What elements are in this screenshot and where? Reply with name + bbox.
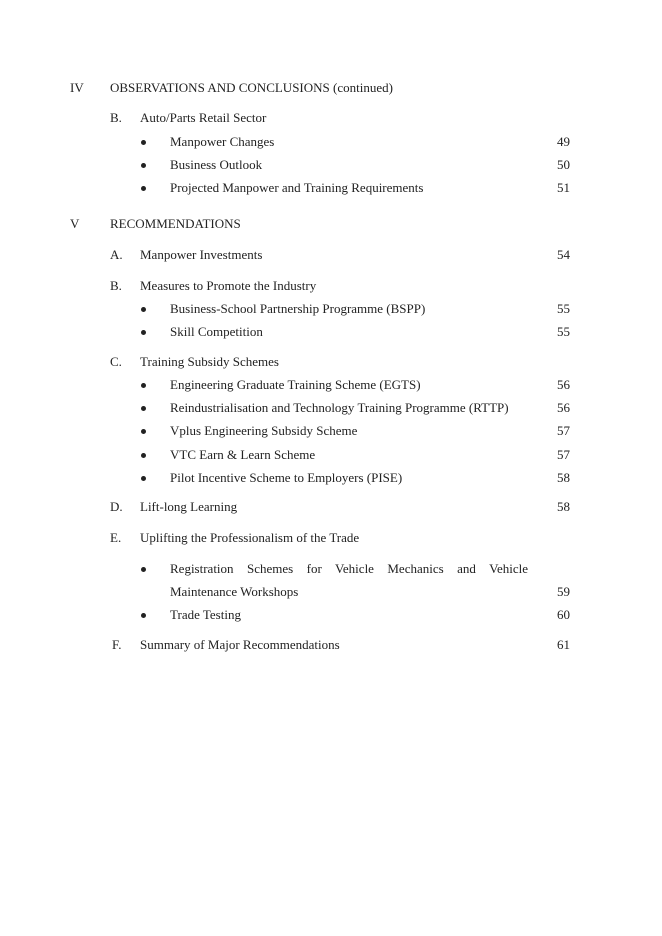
toc-entry-page: 54 [557,247,570,262]
toc-entry-page: 50 [557,157,570,172]
bullet-icon [141,613,146,618]
subsection-title: Uplifting the Professionalism of the Trade [140,530,360,545]
subsection-letter: D. [110,499,123,514]
bullet-icon [141,307,146,312]
toc-entry-text-line2: Maintenance Workshops [170,584,299,599]
toc-entry-page: 58 [557,499,570,514]
toc-entry-page: 60 [557,607,570,622]
subsection-letter: B. [110,278,122,293]
toc-entry-text: Engineering Graduate Training Scheme (EGTS) [170,377,421,392]
toc-entry-text: Pilot Incentive Scheme to Employers (PISE) [170,470,403,485]
subsection-letter: A. [110,247,123,262]
toc-entry-text-line1: Registration Schemes for Vehicle Mechanics and Vehicle [170,561,529,576]
toc-entry-text: Skill Competition [170,324,263,339]
bullet-icon [141,140,146,145]
toc-entry-page: 55 [557,324,570,339]
toc-entry-page: 57 [557,447,570,462]
toc-entry-text: VTC Earn & Learn Scheme [170,447,316,462]
toc-entry-page: 58 [557,470,570,485]
toc-entry-text: Manpower Changes [170,134,275,149]
toc-entry-text: Business Outlook [170,157,263,172]
subsection-title: Training Subsidy Schemes [140,354,279,369]
subsection-title: Lift-long Learning [140,499,238,514]
toc-entry-text: Business-School Partnership Programme (BSPP) [170,301,426,316]
subsection-letter: B. [110,110,122,125]
bullet-icon [141,383,146,388]
subsection-title: Summary of Major Recommendations [140,637,340,652]
bullet-icon [141,163,146,168]
bullet-icon [141,406,146,411]
subsection-title: Measures to Promote the Industry [140,278,317,293]
subsection-title: Auto/Parts Retail Sector [140,110,267,125]
section-title: RECOMMENDATIONS [110,216,241,231]
section-numeral: V [70,216,80,231]
toc-entry-page: 49 [557,134,570,149]
section-title: OBSERVATIONS AND CONCLUSIONS (continued) [110,80,393,95]
subsection-letter: C. [110,354,122,369]
subsection-letter: F. [112,637,122,652]
bullet-icon [141,186,146,191]
bullet-icon [141,567,146,572]
toc-entry-text: Trade Testing [170,607,241,622]
bullet-icon [141,476,146,481]
bullet-icon [141,453,146,458]
toc-entry-text: Projected Manpower and Training Requirements [170,180,424,195]
subsection-letter: E. [110,530,122,545]
toc-entry-page: 56 [557,377,570,392]
bullet-icon [141,429,146,434]
toc-entry-page: 55 [557,301,570,316]
toc-entry-page: 59 [557,584,570,599]
bullet-icon [141,330,146,335]
toc-entry-text: Vplus Engineering Subsidy Scheme [170,423,358,438]
toc-entry-page: 61 [557,637,570,652]
section-numeral: IV [70,80,84,95]
subsection-title: Manpower Investments [140,247,263,262]
toc-entry-page: 57 [557,423,570,438]
toc-entry-page: 56 [557,400,570,415]
toc-entry-page: 51 [557,180,570,195]
toc-entry-text: Reindustrialisation and Technology Training Programme (RTTP) [170,400,509,415]
